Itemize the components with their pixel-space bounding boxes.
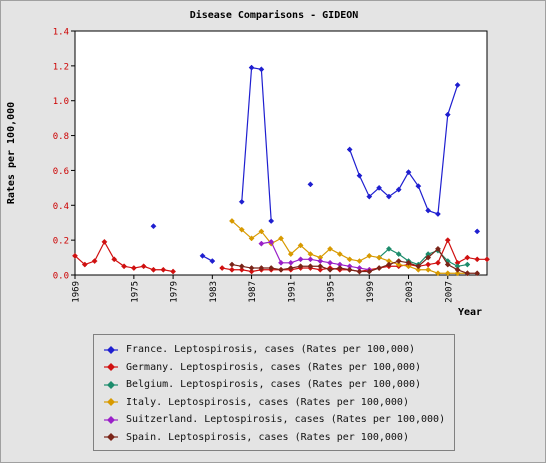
legend-diamond	[107, 398, 115, 406]
legend-marker-icon	[104, 397, 118, 407]
y-tick-label: 0.8	[52, 132, 69, 143]
legend-marker-icon	[104, 380, 118, 390]
legend-diamond	[107, 433, 115, 441]
x-axis-label: Year	[457, 307, 483, 318]
legend-marker-icon	[104, 415, 118, 425]
legend-item	[104, 429, 454, 447]
legend-label: Belgium. Leptospirosis, cases (Rates per 100,000)	[126, 379, 422, 391]
legend-marker-icon	[104, 345, 118, 355]
legend-label: Italy. Leptospirosis, cases (Rates per 100,000)	[126, 396, 409, 408]
y-tick-label: 0.0	[52, 271, 69, 282]
legend-label: Spain. Leptospirosis, cases (Rates per 100,000)	[126, 431, 409, 443]
x-tick-label: 1975	[130, 281, 141, 303]
legend-diamond	[107, 346, 115, 354]
y-tick-label: 0.2	[52, 236, 69, 247]
legend-label: France. Leptospirosis, cases (Rates per 100,000)	[126, 344, 415, 356]
x-tick-label: 1995	[326, 281, 337, 303]
legend-diamond	[107, 381, 115, 389]
y-axis-label: Rates per 100,000	[6, 101, 17, 205]
x-tick-label: 1999	[365, 281, 376, 303]
x-tick-label: 1969	[71, 281, 82, 303]
legend	[93, 334, 455, 451]
y-tick-label: 1.4	[52, 27, 69, 38]
legend-diamond	[107, 363, 115, 371]
legend-item	[104, 394, 454, 412]
x-tick-label: 2007	[444, 281, 455, 303]
y-tick-label: 1.2	[52, 62, 69, 73]
x-tick-label: 1983	[208, 281, 219, 303]
x-tick-label: 1987	[248, 281, 259, 303]
legend-item	[104, 359, 454, 377]
x-tick-label: 2003	[405, 281, 416, 303]
legend-label: Suitzerland. Leptospirosis, cases (Rates per 100,000)	[126, 414, 446, 426]
legend-marker-icon	[104, 432, 118, 442]
legend-item	[104, 376, 454, 394]
y-tick-label: 0.4	[52, 201, 69, 212]
legend-label: Germany. Leptospirosis, cases (Rates per 100,000)	[126, 361, 422, 373]
chart-title: Disease Comparisons - GIDEON	[189, 10, 359, 21]
legend-diamond	[107, 416, 115, 424]
y-tick-label: 0.6	[52, 166, 69, 177]
y-tick-label: 1.0	[52, 97, 69, 108]
legend-item	[104, 341, 454, 359]
x-tick-label: 1991	[287, 281, 298, 303]
legend-item	[104, 411, 454, 429]
x-tick-label: 1979	[169, 281, 180, 303]
legend-marker-icon	[104, 362, 118, 372]
